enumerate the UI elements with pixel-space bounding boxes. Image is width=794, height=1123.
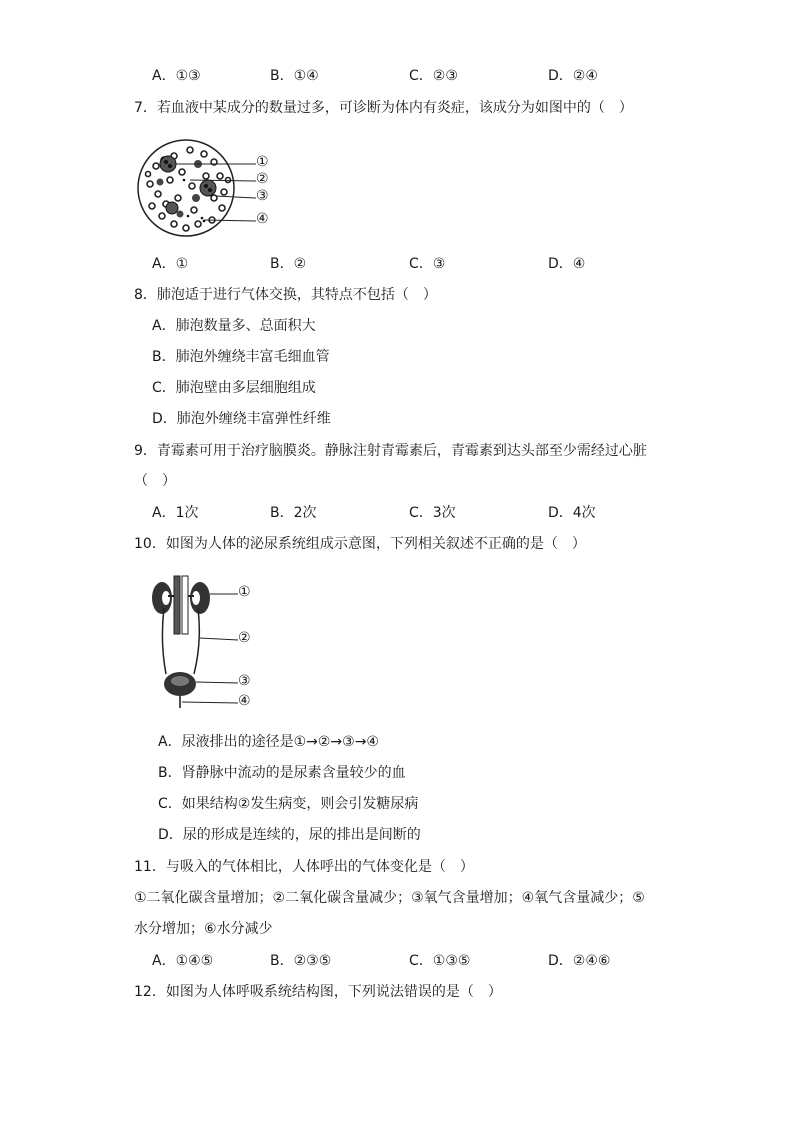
q6-option-c[interactable]: C．②③ xyxy=(409,68,458,84)
q7-label-1: ① xyxy=(256,154,269,170)
q7-option-b[interactable]: B．② xyxy=(270,256,307,272)
q6-option-a[interactable]: A．①③ xyxy=(152,68,201,84)
q6-option-b[interactable]: B．①④ xyxy=(270,68,319,84)
q10-option-c[interactable]: C．如果结构②发生病变，则会引发糖尿病 xyxy=(158,796,419,812)
q10-stem: 10．如图为人体的泌尿系统组成示意图，下列相关叙述不正确的是（ ） xyxy=(134,536,586,552)
q7-stem: 7．若血液中某成分的数量过多，可诊断为体内有炎症，该成分为如图中的（ ） xyxy=(134,100,633,116)
q11-option-a[interactable]: A．①④⑤ xyxy=(152,953,214,969)
q9-option-b[interactable]: B．2次 xyxy=(270,505,317,521)
q11-option-d[interactable]: D．②④⑥ xyxy=(548,953,611,969)
q8-option-a[interactable]: A．肺泡数量多、总面积大 xyxy=(152,318,316,334)
q9-stem-line1: 9．青霉素可用于治疗脑膜炎。静脉注射青霉素后，青霉素到达头部至少需经过心脏 xyxy=(134,443,647,459)
q7-options xyxy=(152,254,752,274)
q7-label-4: ④ xyxy=(256,211,269,227)
q10-option-b[interactable]: B．肾静脉中流动的是尿素含量较少的血 xyxy=(158,765,406,781)
q6-options xyxy=(152,66,752,86)
q11-stem: 11．与吸入的气体相比，人体呼出的气体变化是（ ） xyxy=(134,859,474,875)
q10-option-a[interactable]: A．尿液排出的途径是①→②→③→④ xyxy=(158,734,379,750)
q11-choices-line1: ①二氧化碳含量增加；②二氧化碳含量减少；③氧气含量增加；④氧气含量减少；⑤ xyxy=(134,890,645,906)
q9-option-d[interactable]: D．4次 xyxy=(548,505,596,521)
q9-option-c[interactable]: C．3次 xyxy=(409,505,456,521)
q10-label-1: ① xyxy=(238,584,251,600)
q7-label-3: ③ xyxy=(256,188,269,204)
q7-option-c[interactable]: C．③ xyxy=(409,256,446,272)
q10-option-d[interactable]: D．尿的形成是连续的，尿的排出是间断的 xyxy=(158,827,421,843)
q11-choices-line2: 水分增加；⑥水分减少 xyxy=(134,921,273,937)
q7-option-d[interactable]: D．④ xyxy=(548,256,586,272)
q9-stem-line2: （ ） xyxy=(134,473,176,489)
q10-label-2: ② xyxy=(238,630,251,646)
q10-label-4: ④ xyxy=(238,693,251,709)
q9-options xyxy=(152,503,752,523)
blood-cells-diagram xyxy=(134,136,274,242)
q10-urinary-system-figure xyxy=(148,572,260,714)
q8-option-d[interactable]: D．肺泡外缠绕丰富弹性纤维 xyxy=(152,411,331,427)
q8-stem: 8．肺泡适于进行气体交换，其特点不包括（ ） xyxy=(134,287,437,303)
q7-option-a[interactable]: A．① xyxy=(152,256,189,272)
q11-option-c[interactable]: C．①③⑤ xyxy=(409,953,471,969)
q12-stem: 12．如图为人体呼吸系统结构图，下列说法错误的是（ ） xyxy=(134,984,502,1000)
q6-option-d[interactable]: D．②④ xyxy=(548,68,598,84)
q7-label-2: ② xyxy=(256,171,269,187)
q10-label-3: ③ xyxy=(238,673,251,689)
q9-option-a[interactable]: A．1次 xyxy=(152,505,199,521)
q11-options xyxy=(152,951,752,971)
q11-option-b[interactable]: B．②③⑤ xyxy=(270,953,332,969)
q8-option-b[interactable]: B．肺泡外缠绕丰富毛细血管 xyxy=(152,349,330,365)
q8-option-c[interactable]: C．肺泡壁由多层细胞组成 xyxy=(152,380,316,396)
q7-blood-smear-figure xyxy=(134,136,274,242)
